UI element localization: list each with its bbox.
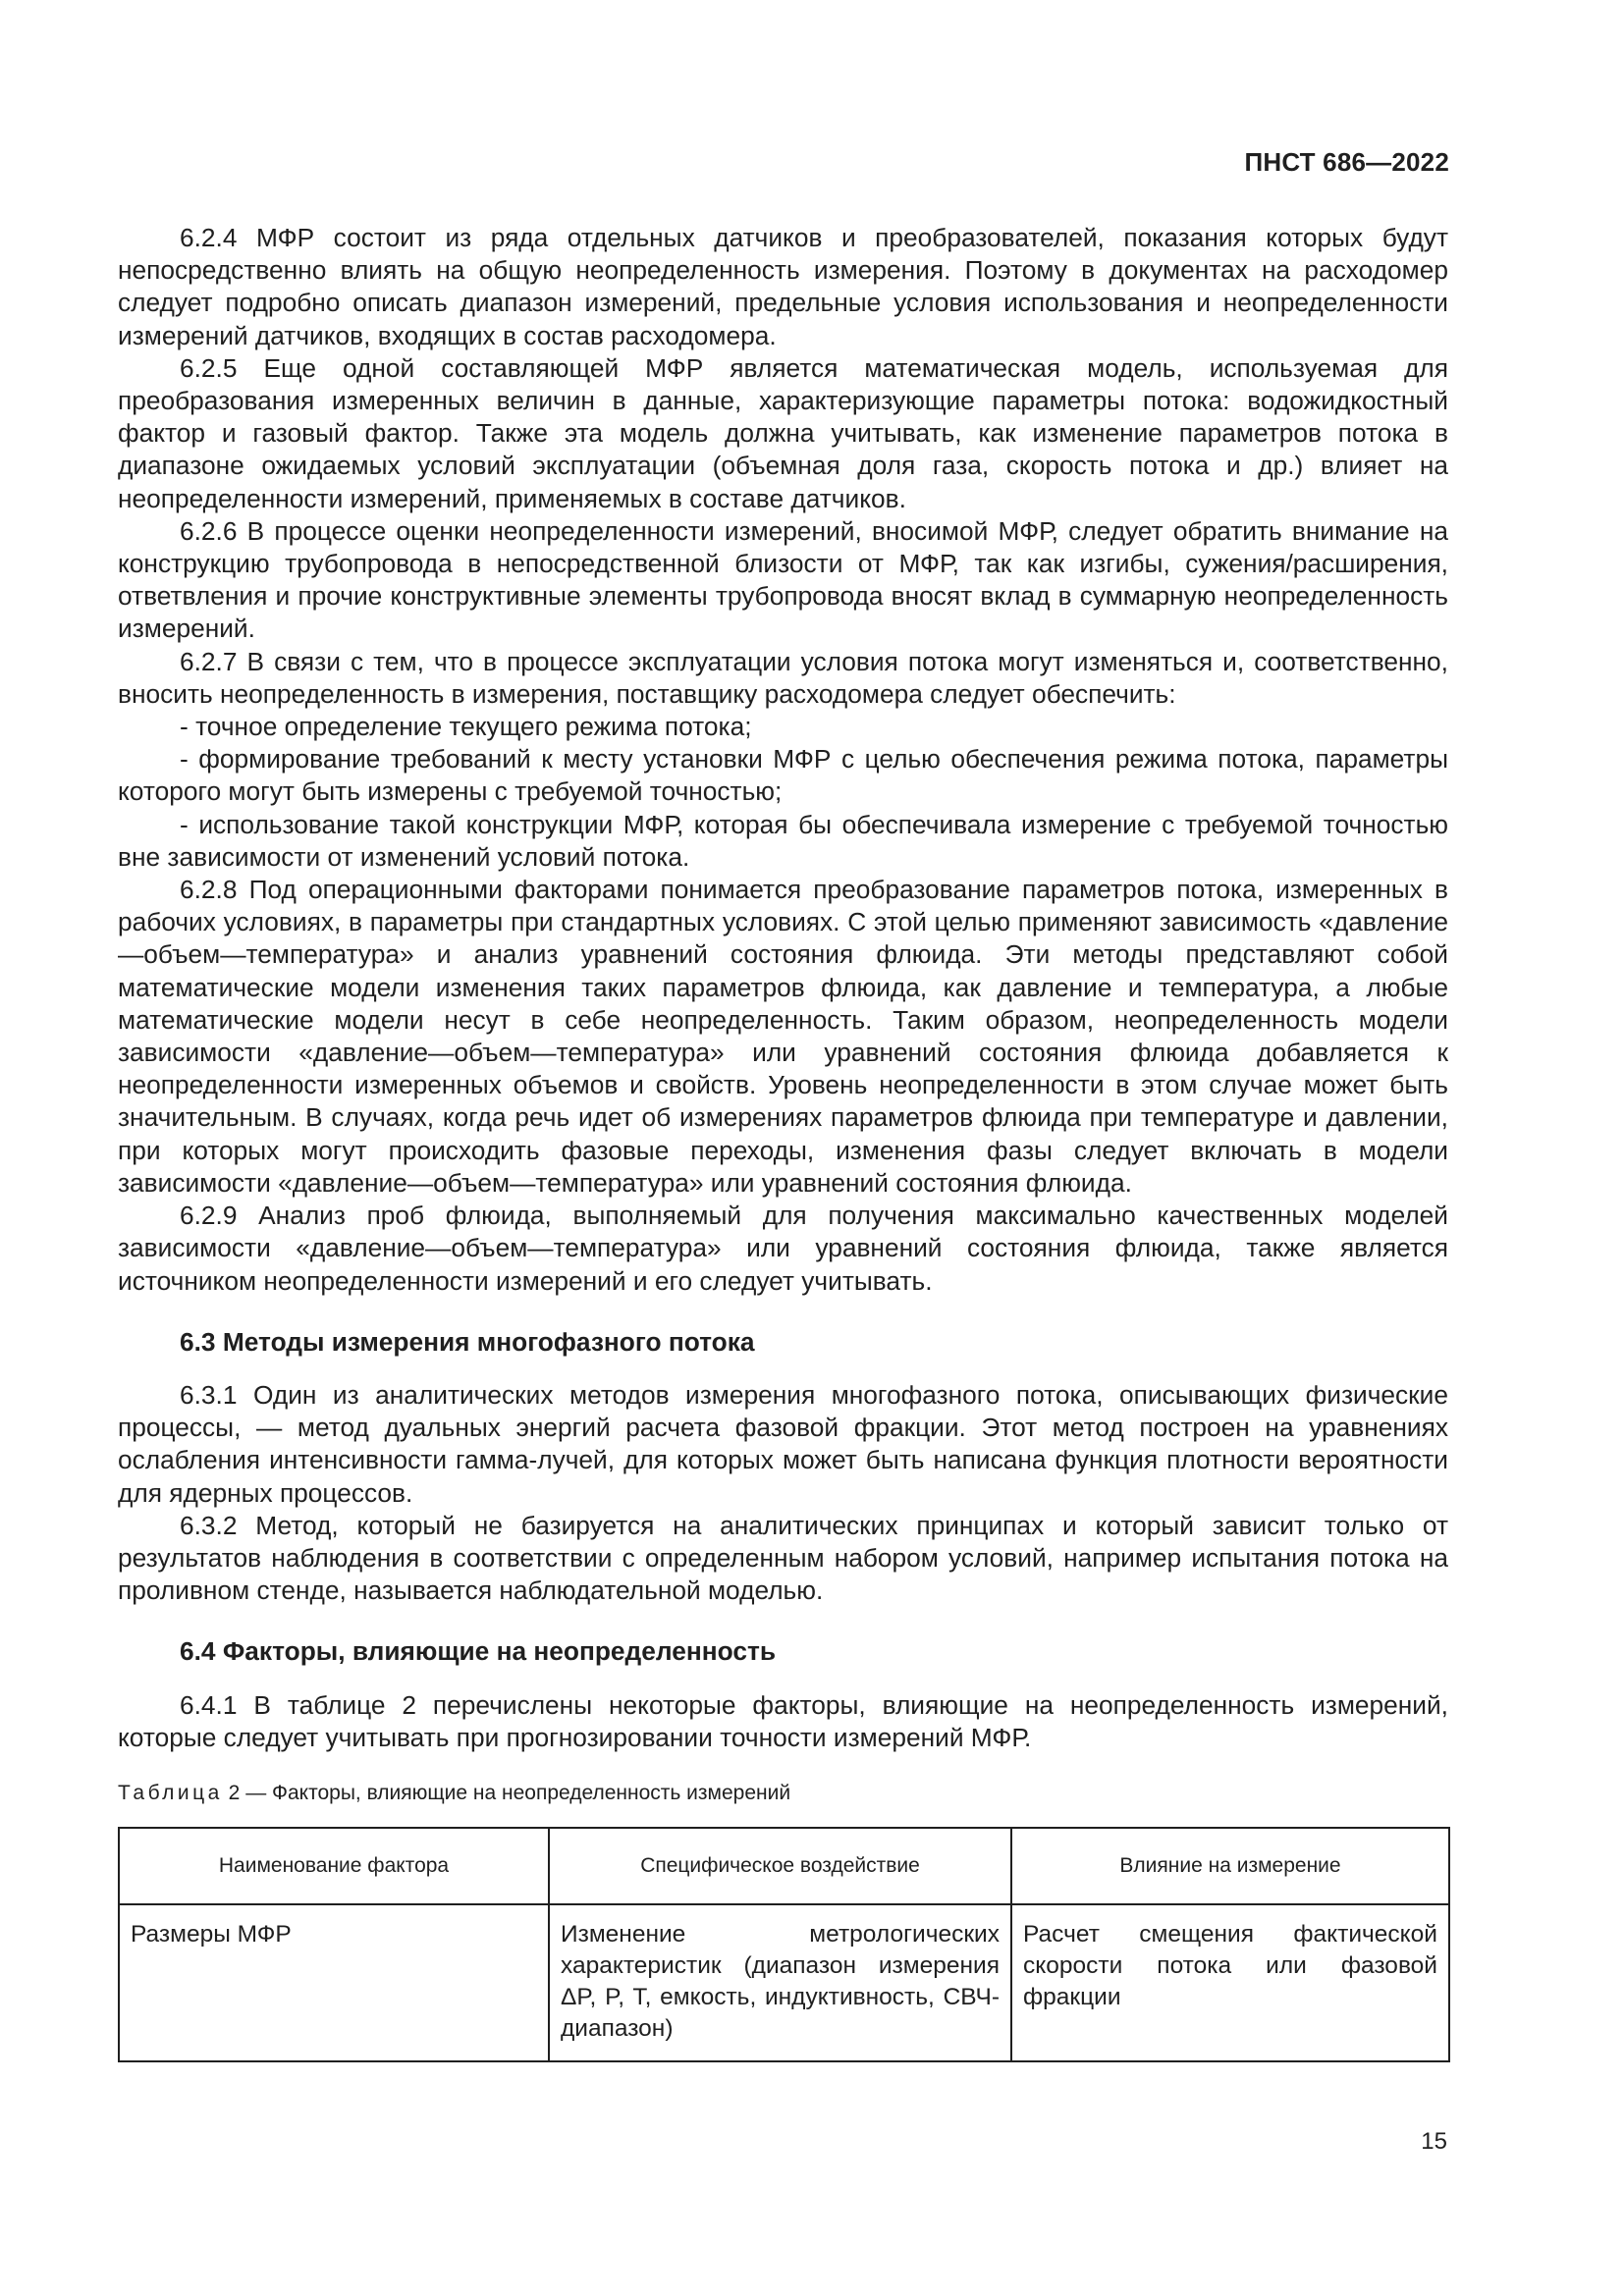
paragraph-6-3-1: 6.3.1 Один из аналитических методов измерения многофазного потока, описывающих физические процессы, — метод дуальных энергий расчета фазовой фракции. Этот метод построен на уравнениях ослабления интенсивности гамма-лучей, для которых может быть написана функция плотности вероятности для ядерных процессов. xyxy=(118,1379,1448,1508)
table-row xyxy=(119,1904,1449,2061)
table-caption xyxy=(118,1780,1448,1807)
cell-impact: Расчет смещения фактической скорости потока или фазовой фракции xyxy=(1011,1904,1449,2061)
table-caption-title: 2 — Факторы, влияющие на неопределенность измерений xyxy=(222,1782,791,1804)
column-header-impact: Влияние на измерение xyxy=(1011,1828,1449,1904)
paragraph-6-2-6: 6.2.6 В процессе оценки неопределенности измерений, вносимой МФР, следует обратить внимание на конструкцию трубопровода в непосредственной близости от МФР, так как изгибы, сужения/расширения, ответвления и прочие конструктивные элементы трубопровода вносят вклад в суммарную неопределенность измерений. xyxy=(118,515,1448,644)
paragraph-6-2-5: 6.2.5 Еще одной составляющей МФР является математическая модель, используемая для преобразования измеренных величин в данные, характеризующие параметры потока: водожидкостный фактор и газовый фактор. Также эта модель должна учитывать, как изменение параметров потока в диапазоне ожидаемых условий эксплуатации (объемная доля газа, скорость потока и др.) влияет на неопределенности измерений, применяемых в составе датчиков. xyxy=(118,352,1448,513)
factors-table xyxy=(118,1827,1450,2062)
paragraph-6-2-9: 6.2.9 Анализ проб флюида, выполняемый для получения максимально качественных моделей зависимости «давление—объем—температура» или уравнений состояния флюида, также является источником неопределенности измерений и его следует учитывать. xyxy=(118,1201,1448,1296)
paragraph-6-4-1: 6.4.1 В таблице 2 перечислены некоторые факторы, влияющие на неопределенность измерений, которые следует учитывать при прогнозировании точности измерений МФР. xyxy=(118,1689,1448,1752)
paragraph-6-2-4: 6.2.4 МФР состоит из ряда отдельных датчиков и преобразователей, показания которых будут непосредственно влиять на общую неопределенность измерения. Поэтому в документах на расходомер следует подробно описать диапазон измерений, предельные условия использования и неопределенности измерений датчиков, входящих в состав расходомера. xyxy=(118,223,1448,350)
paragraph-6-2-7: 6.2.7 В связи с тем, что в процессе эксплуатации условия потока могут изменяться и, соответственно, вносить неопределенность в измерения, поставщику расходомера следует обеспечить: xyxy=(118,646,1448,709)
list-item: - использование такой конструкции МФР, которая бы обеспечивала измерение с требуемой точностью вне зависимости от изменений условий потока. xyxy=(118,809,1448,872)
paragraph-6-3-2: 6.3.2 Метод, который не базируется на аналитических принципах и который зависит только от результатов наблюдения в соответствии с определенным набором условий, например испытания потока на проливном стенде, называется наблюдательной моделью. xyxy=(118,1510,1448,1606)
cell-factor: Размеры МФР xyxy=(119,1904,549,2061)
paragraph-6-2-8: 6.2.8 Под операционными факторами понимается преобразование параметров потока, измеренных в рабочих условиях, в параметры при стандартных условиях. С этой целью применяют зависимость «давление—объем—температура» и анализ уравнений состояния флюида. Эти методы представляют собой математические модели изменения таких параметров флюида, как давление и температура, а любые математические модели несут в себе неопределенность. Таким образом, неопределенность модели зависимости «давление—объем—температура» или уравнений состояния флюида добавляется к неопределенности измеренных объемов и свойств. Уровень неопределенности в этом случае может быть значительным. В случаях, когда речь идет об измерениях параметров флюида при температуре и давлении, при которых могут происходить фазовые переходы, изменения фазы следует включать в модели зависимости «давление—объем—температура» или уравнений состояния флюида. xyxy=(118,875,1448,1198)
column-header-effect: Специфическое воздействие xyxy=(549,1828,1011,1904)
list-item: - формирование требований к месту установки МФР с целью обеспечения режима потока, параметры которого могут быть измерены с требуемой точностью; xyxy=(118,744,1448,807)
document-code: ПНСТ 686—2022 xyxy=(1244,147,1449,177)
section-heading-6-3: 6.3 Методы измерения многофазного потока xyxy=(180,1326,755,1357)
page-number: 15 xyxy=(1421,2128,1447,2155)
document-body xyxy=(118,222,1448,1754)
cell-effect: Изменение метрологических характеристик (диапазон измерения ΔP, P, T, емкость, индуктивность, СВЧ-диапазон) xyxy=(549,1904,1011,2061)
list-item: - точное определение текущего режима потока; xyxy=(180,712,752,742)
section-heading-6-4: 6.4 Факторы, влияющие на неопределенность xyxy=(180,1636,777,1667)
table-header-row xyxy=(119,1828,1449,1904)
column-header-factor: Наименование фактора xyxy=(119,1828,549,1904)
table-caption-label: Таблица xyxy=(118,1782,223,1804)
